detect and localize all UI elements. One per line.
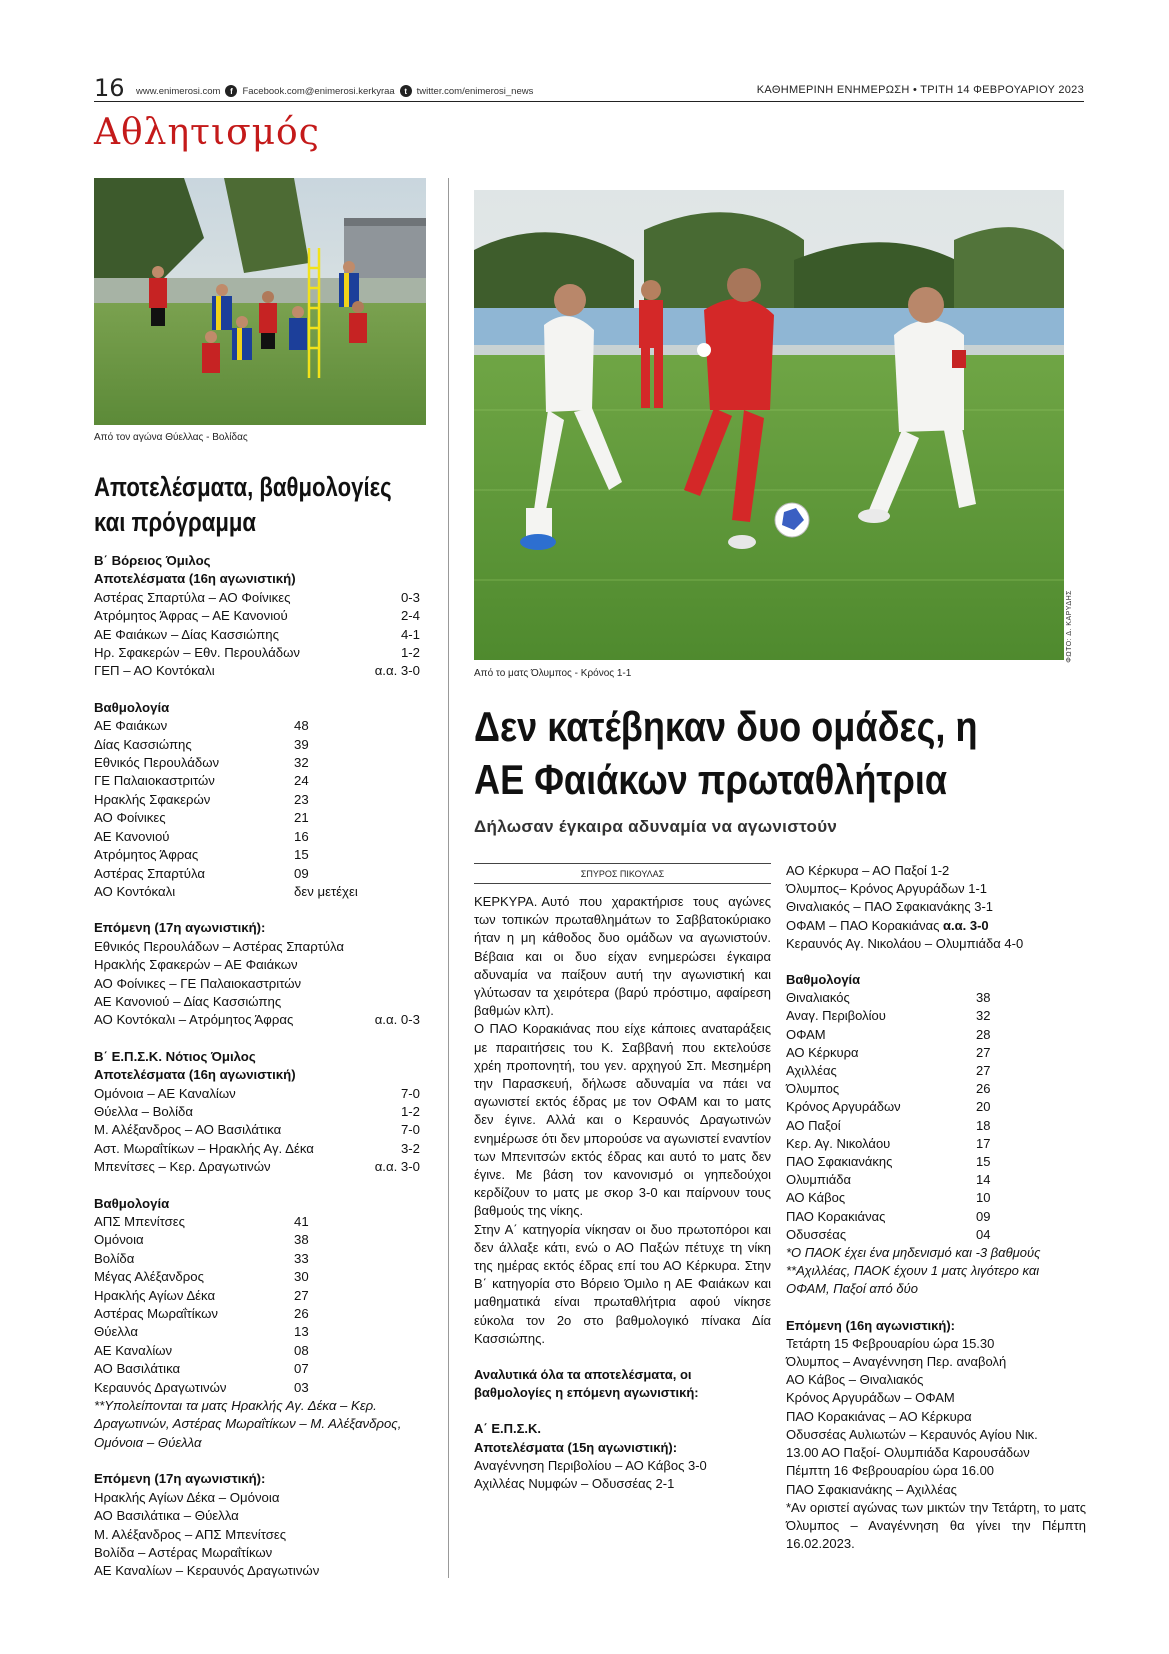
standing-row bbox=[786, 1026, 1086, 1044]
team-points: 15 bbox=[294, 847, 309, 863]
team-name: ΑΕ Κανονιού bbox=[94, 828, 170, 844]
text-line: ΑΟ Κάβος – Θιναλιακός bbox=[786, 1372, 924, 1388]
b-south-results-list bbox=[94, 1085, 420, 1177]
b-south-standings-title: Βαθμολογία bbox=[94, 1195, 170, 1211]
team-points: 10 bbox=[976, 1190, 991, 1206]
team-points: 24 bbox=[294, 773, 309, 789]
match-score: 7-0 bbox=[400, 1122, 420, 1138]
match-score: 2-4 bbox=[400, 608, 420, 624]
b-south-standings-list bbox=[94, 1213, 420, 1397]
b-north-results-list bbox=[94, 589, 420, 681]
team-name: ΟΦΑΜ bbox=[786, 1026, 826, 1042]
result-row bbox=[94, 993, 420, 1011]
standing-row bbox=[94, 1360, 420, 1378]
a-note-2: **Αχιλλέας, ΠΑΟΚ έχουν 1 ματς λιγότερο και ΟΦΑΜ, Παξοί από δύο bbox=[786, 1263, 1040, 1297]
team-name: ΑΟ Παξοί bbox=[786, 1117, 841, 1133]
standing-row bbox=[94, 736, 420, 754]
team-name: Δίας Κασσιώπης bbox=[94, 736, 192, 752]
a-epsk-title: Α΄ Ε.Π.Σ.Κ. bbox=[474, 1421, 542, 1437]
text-line: Όλυμπος– Κρόνος Αργυράδων 1-1 bbox=[786, 881, 988, 897]
team-points: 23 bbox=[294, 791, 309, 807]
article-body bbox=[474, 893, 771, 1493]
left-column bbox=[94, 470, 420, 1599]
b-north-title: Β΄ Βόρειος Όμιλος bbox=[94, 553, 211, 568]
match-text: Εθνικός Περουλάδων – Αστέρας Σπαρτύλα bbox=[94, 938, 345, 954]
b-north-standings-list bbox=[94, 717, 420, 901]
match-score: α.α. 3-0 bbox=[374, 1159, 420, 1175]
standing-row bbox=[786, 1080, 1086, 1098]
standing-row bbox=[94, 846, 420, 864]
standing-row bbox=[94, 809, 420, 827]
result-row bbox=[94, 589, 420, 607]
match-text: ΑΟ Φοίνικες – ΓΕ Παλαιοκαστριτών bbox=[94, 975, 302, 991]
match-text: Ατρόμητος Άφρας – ΑΕ Κανονιού bbox=[94, 608, 288, 624]
team-name: Κεραυνός Δραγωτινών bbox=[94, 1379, 227, 1395]
team-name: Ολυμπιάδα bbox=[786, 1172, 852, 1188]
team-points: 13 bbox=[294, 1324, 309, 1340]
text-line: ΠΑΟ Κορακιάνας – ΑΟ Κέρκυρα bbox=[786, 1408, 972, 1424]
team-points: 09 bbox=[294, 865, 309, 881]
text-line: Αναγέννηση Περιβολίου – ΑΟ Κάβος 3-0 bbox=[474, 1457, 707, 1473]
standing-row bbox=[94, 1323, 420, 1341]
team-name: ΑΟ Κέρκυρα bbox=[786, 1044, 859, 1060]
match-score: α.α. 3-0 bbox=[374, 663, 420, 679]
team-name: Θύελλα bbox=[94, 1324, 138, 1340]
a-result-last: Κεραυνός Αγ. Νικολάου – Ολυμπιάδα 4-0 bbox=[786, 935, 1024, 951]
b-north-standings-block bbox=[94, 699, 420, 901]
result-row bbox=[94, 662, 420, 680]
match-text: Ηρακλής Αγίων Δέκα – Ομόνοια bbox=[94, 1489, 280, 1505]
website-link[interactable]: www.enimerosi.com bbox=[136, 85, 221, 97]
team-points: 08 bbox=[294, 1342, 309, 1358]
result-row bbox=[94, 607, 420, 625]
facebook-link[interactable]: Facebook.com@enimerosi.kerkyraa bbox=[242, 85, 395, 97]
result-row bbox=[94, 956, 420, 974]
match-score: 1-2 bbox=[400, 645, 420, 661]
result-row bbox=[94, 1489, 420, 1507]
team-points: 27 bbox=[976, 1044, 991, 1060]
standing-row bbox=[94, 865, 420, 883]
team-points: 26 bbox=[976, 1081, 991, 1097]
right-column bbox=[786, 862, 1086, 1553]
team-name: ΑΕ Φαιάκων bbox=[94, 718, 168, 734]
match-text: Θύελλα – Βολίδα bbox=[94, 1103, 193, 1119]
team-name: Αστέρας Σπαρτύλα bbox=[94, 865, 205, 881]
standing-row bbox=[94, 1305, 420, 1323]
team-name: Αστέρας Μωραΐτίκων bbox=[94, 1306, 218, 1322]
team-points: 21 bbox=[294, 810, 309, 826]
standing-row bbox=[94, 1250, 420, 1268]
team-points: 14 bbox=[976, 1172, 991, 1188]
team-points: 07 bbox=[294, 1361, 309, 1377]
team-name: Θιναλιακός bbox=[786, 990, 850, 1006]
match-text: ΑΕ Κανονιού – Δίας Κασσιώπης bbox=[94, 993, 282, 1009]
b-north-next-title: Επόμενη (17η αγωνιστική): bbox=[94, 920, 266, 936]
result-row bbox=[94, 1544, 420, 1562]
text-line: Τετάρτη 15 Φεβρουαρίου ώρα 15.30 bbox=[786, 1335, 995, 1351]
team-points: 30 bbox=[294, 1269, 309, 1285]
a-next-title: Επόμενη (16η αγωνιστική): bbox=[786, 1317, 956, 1333]
team-name: Ομόνοια bbox=[94, 1232, 144, 1248]
standing-row bbox=[94, 1287, 420, 1305]
column-divider bbox=[448, 178, 449, 1578]
result-row bbox=[94, 1507, 420, 1525]
team-points: 33 bbox=[294, 1250, 309, 1266]
standing-row bbox=[94, 754, 420, 772]
a-final-note: *Αν οριστεί αγώνας των μικτών την Τετάρτη, το ματς Όλυμπος – Αναγέννηση θα γίνει την Πέμπτη 16.02.2023. bbox=[786, 1499, 1086, 1552]
photo-olympos-kronos bbox=[474, 190, 1064, 660]
standing-row bbox=[786, 989, 1086, 1007]
facebook-icon: f bbox=[225, 85, 237, 97]
standing-row bbox=[786, 1062, 1086, 1080]
b-north-next-block bbox=[94, 919, 420, 1029]
football-photo-main-image bbox=[474, 190, 1064, 660]
match-text: ΑΟ Κοντόκαλι – Ατρόμητος Άφρας bbox=[94, 1012, 294, 1028]
standing-row bbox=[786, 1189, 1086, 1207]
team-points: 26 bbox=[294, 1306, 309, 1322]
article-paragraph-2: Ο ΠΑΟ Κορακιάνας που είχε κάποιες αναταράξεις με παραιτήσεις του Κ. Σαββανή που εκτελούσε χρέη προπονητή, του γεν. αρχηγού Σπ. Μεσημέρη την Παρασκευή, δήλωσε αδυναμία να πάει να αγωνιστεί εκτός έδρας με τον ΟΦΑΜ και το ματς δεν έγινε. Αλλά και ο Κεραυνός Δραγωτινών ενημέρωσε ότι δεν μπορούσε να αγωνιστεί εναντίον των Μπενιτσών εκτός έδρας και αυτό το ματς δεν έγινε. Με βάση τον κανονισμό οι γηπεδούχοι κερδίζουν το ματς με σκορ 3-0 και παίρνουν τους βαθμούς της νίκης. bbox=[474, 1021, 771, 1219]
photo-thyella-volida bbox=[94, 178, 426, 425]
standing-row bbox=[786, 1153, 1086, 1171]
team-points: 27 bbox=[294, 1287, 309, 1303]
text-line: ΠΑΟ Σφακιανάκης – Αχιλλέας bbox=[786, 1481, 957, 1497]
b-south-results-block bbox=[94, 1048, 420, 1177]
result-row bbox=[94, 1103, 420, 1121]
result-row bbox=[94, 1526, 420, 1544]
team-name: ΑΕ Καναλίων bbox=[94, 1342, 173, 1358]
section-title: Αθλητισμός bbox=[94, 112, 320, 153]
team-points: δεν μετέχει bbox=[294, 883, 358, 899]
text-line: Αχιλλέας Νυμφών – Οδυσσέας 2-1 bbox=[474, 1476, 675, 1492]
masthead-date: ΚΑΘΗΜΕΡΙΝΗ ΕΝΗΜΕΡΩΣΗ • ΤΡΙΤΗ 14 ΦΕΒΡΟΥΑΡΙΟΥ 2023 bbox=[756, 84, 1084, 96]
team-name: Όλυμπος bbox=[786, 1081, 840, 1097]
team-points: 32 bbox=[976, 1008, 991, 1024]
team-name: Ηρακλής Σφακερών bbox=[94, 791, 211, 807]
team-name: Ηρακλής Αγίων Δέκα bbox=[94, 1287, 216, 1303]
result-row bbox=[94, 644, 420, 662]
match-text: Μ. Αλέξανδρος – ΑΟ Βασιλάτικα bbox=[94, 1122, 282, 1138]
b-south-title: Β΄ Ε.Π.Σ.Κ. Νότιος Όμιλος bbox=[94, 1048, 256, 1064]
team-name: ΑΟ Φοίνικες bbox=[94, 810, 166, 826]
article-subhead: Δήλωσαν έγκαιρα αδυναμία να αγωνιστούν bbox=[474, 817, 838, 836]
a-result-ofam-score: α.α. 3-0 bbox=[943, 917, 989, 933]
team-name: ΠΑΟ Σφακιανάκης bbox=[786, 1154, 893, 1170]
b-south-next-list bbox=[94, 1489, 420, 1581]
match-text: Ηρακλής Σφακερών – ΑΕ Φαιάκων bbox=[94, 957, 298, 973]
team-points: 17 bbox=[976, 1135, 991, 1151]
match-text: ΓΕΠ – ΑΟ Κοντόκαλι bbox=[94, 663, 215, 679]
a-next-list bbox=[786, 1335, 1086, 1499]
team-points: 48 bbox=[294, 718, 309, 734]
standing-row bbox=[786, 1007, 1086, 1025]
result-row bbox=[94, 1085, 420, 1103]
result-row bbox=[94, 1121, 420, 1139]
article-paragraph-3: Στην Α΄ κατηγορία νίκησαν οι δυο πρωτοπόροι και δεν άλλαξε κάτι, ενώ ο ΑΟ Παξών πέτυχε τη νίκη της ημέρας εκτός έδρας επί του ΑΟ Κέρκυρα. Στην Β΄ κατηγορία στο Βόρειο Όμιλο η ΑΕ Φαιάκων και μαθηματικά είναι πρωταθλήτρια αφού νίκησε εύκολα τον 2ο στο βαθμολογικό πίνακα Δία Κασσιώπης. bbox=[474, 1221, 771, 1346]
article-p1-text: Αυτό που χαρακτήρισε τους αγώνες των τοπικών πρωταθλημάτων το Σαββατοκύριακο ήταν η μη κάθοδος δυο ομάδων να αγωνιστούν. Βέβαια και οι δυο είχαν ενημερώσει έγκαιρα αδυναμία να παίξουν αυτή την αγωνιστική και γλύτωσαν τα χειρότερα (βαρύ πρόστιμο, αφαίρεση βαθμών κλπ). bbox=[474, 894, 771, 1019]
a-results-title: Αποτελέσματα (15η αγωνιστική): bbox=[474, 1439, 678, 1455]
b-south-standings-block bbox=[94, 1195, 420, 1453]
byline-rule-bottom bbox=[474, 883, 771, 884]
team-name: Κερ. Αγ. Νικολάου bbox=[786, 1135, 891, 1151]
standing-row bbox=[94, 1342, 420, 1360]
team-points: 18 bbox=[976, 1117, 991, 1133]
standing-row bbox=[786, 1044, 1086, 1062]
text-line: Κρόνος Αργυράδων – ΟΦΑΜ bbox=[786, 1390, 955, 1406]
a-standings-list bbox=[786, 989, 1086, 1244]
team-name: ΑΟ Βασιλάτικα bbox=[94, 1361, 181, 1377]
results-heading: Αποτελέσματα, βαθμολογίες και πρόγραμμα bbox=[94, 472, 392, 537]
photo-caption-main: Από το ματς Όλυμπος - Κρόνος 1-1 bbox=[474, 668, 632, 679]
text-line: 13.00 ΑΟ Παξοί- Ολυμπιάδα Καρουσάδων bbox=[786, 1445, 1030, 1461]
team-points: 28 bbox=[976, 1026, 991, 1042]
match-text: Μ. Αλέξανδρος – ΑΠΣ Μπενίτσες bbox=[94, 1526, 287, 1542]
photo-caption-left: Από τον αγώνα Θύελλας - Βολίδας bbox=[94, 432, 248, 443]
result-row bbox=[94, 1011, 420, 1029]
standing-row bbox=[94, 1268, 420, 1286]
team-points: 27 bbox=[976, 1063, 991, 1079]
a-result-ofam-match: ΟΦΑΜ – ΠΑΟ Κορακιάνας bbox=[786, 917, 940, 933]
standing-row bbox=[94, 791, 420, 809]
team-name: Αναγ. Περιβολίου bbox=[786, 1008, 886, 1024]
team-name: ΑΟ Κοντόκαλι bbox=[94, 883, 176, 899]
b-north-results-block bbox=[94, 552, 420, 681]
match-score: 4-1 bbox=[400, 626, 420, 642]
team-points: 09 bbox=[976, 1208, 991, 1224]
standing-row bbox=[94, 1231, 420, 1249]
match-score: α.α. 0-3 bbox=[374, 1012, 420, 1028]
standing-row bbox=[94, 772, 420, 790]
article-byline: ΣΠΥΡΟΣ ΠΙΚΟΥΛΑΣ bbox=[580, 869, 665, 879]
b-north-next-list bbox=[94, 938, 420, 1030]
b-north-results-title: Αποτελέσματα (16η αγωνιστική) bbox=[94, 571, 296, 587]
team-name: ΠΑΟ Κορακιάνας bbox=[786, 1208, 886, 1224]
match-score: 7-0 bbox=[400, 1085, 420, 1101]
match-text: Αστ. Μωραΐτίκων – Ηρακλής Αγ. Δέκα bbox=[94, 1140, 314, 1156]
page-number: 16 bbox=[94, 74, 125, 102]
team-name: Αχιλλέας bbox=[786, 1063, 837, 1079]
byline-rule-top bbox=[474, 863, 771, 864]
twitter-link[interactable]: twitter.com/enimerosi_news bbox=[416, 85, 534, 97]
result-row bbox=[94, 626, 420, 644]
team-name: ΑΠΣ Μπενίτσες bbox=[94, 1214, 186, 1229]
team-points: 39 bbox=[294, 736, 309, 752]
match-text: Μπενίτσες – Κερ. Δραγωτινών bbox=[94, 1159, 271, 1175]
b-south-results-title: Αποτελέσματα (16η αγωνιστική) bbox=[94, 1067, 296, 1083]
match-text: Ηρ. Σφακερών – Εθν. Περουλάδων bbox=[94, 645, 300, 661]
a-results-mid-list bbox=[474, 1457, 771, 1493]
text-line: Οδυσσέας Αυλιωτών – Κεραυνός Αγίου Νικ. bbox=[786, 1426, 1038, 1442]
dateline: ΚΕΡΚΥΡΑ. bbox=[474, 894, 538, 909]
a-standings-title: Βαθμολογία bbox=[786, 972, 861, 988]
standing-row bbox=[94, 717, 420, 735]
team-points: 15 bbox=[976, 1154, 991, 1170]
result-row bbox=[94, 1140, 420, 1158]
team-points: 38 bbox=[976, 990, 991, 1006]
team-points: 16 bbox=[294, 828, 309, 844]
team-points: 41 bbox=[294, 1214, 309, 1229]
match-text: Ομόνοια – ΑΕ Καναλίων bbox=[94, 1085, 236, 1101]
standing-row bbox=[94, 1379, 420, 1397]
team-name: Μέγας Αλέξανδρος bbox=[94, 1269, 204, 1285]
result-row bbox=[94, 975, 420, 993]
team-name: Ατρόμητος Άφρας bbox=[94, 847, 199, 863]
match-score: 1-2 bbox=[400, 1103, 420, 1119]
standing-row bbox=[786, 1135, 1086, 1153]
a-results-cont-list bbox=[786, 862, 1086, 917]
team-points: 32 bbox=[294, 755, 309, 771]
standing-row bbox=[94, 828, 420, 846]
team-points: 38 bbox=[294, 1232, 309, 1248]
match-score: 3-2 bbox=[400, 1140, 420, 1156]
b-south-note: **Υπολείπονται τα ματς Ηρακλής Αγ. Δέκα – Κερ. Δραγωτινών, Αστέρας Μωραΐτίκων – Μ. Αλέξανδρος, Ομόνοια – Θύελλα bbox=[94, 1398, 402, 1450]
standing-row bbox=[786, 1117, 1086, 1135]
match-text: Βολίδα – Αστέρας Μωραΐτίκων bbox=[94, 1544, 273, 1560]
standing-row bbox=[94, 1213, 420, 1231]
team-points: 20 bbox=[976, 1099, 991, 1115]
team-name: Βολίδα bbox=[94, 1250, 135, 1266]
match-text: ΑΟ Βασιλάτικα – Θύελλα bbox=[94, 1508, 239, 1524]
team-points: 04 bbox=[976, 1226, 991, 1242]
standing-row bbox=[786, 1098, 1086, 1116]
result-row bbox=[94, 1562, 420, 1580]
standing-row bbox=[786, 1208, 1086, 1226]
b-south-next-title: Επόμενη (17η αγωνιστική): bbox=[94, 1471, 266, 1487]
match-text: ΑΕ Φαιάκων – Δίας Κασσιώπης bbox=[94, 626, 279, 642]
article-lead-all: Αναλυτικά όλα τα αποτελέσματα, οι βαθμολογίες η επόμενη αγωνιστική: bbox=[474, 1367, 699, 1401]
b-south-next-block bbox=[94, 1470, 420, 1580]
standing-row bbox=[786, 1226, 1086, 1244]
team-name: ΑΟ Κάβος bbox=[786, 1190, 846, 1206]
a-result-ofam bbox=[786, 917, 1086, 935]
standing-row bbox=[786, 1171, 1086, 1189]
team-name: Εθνικός Περουλάδων bbox=[94, 755, 220, 771]
match-text: ΑΕ Καναλίων – Κεραυνός Δραγωτινών bbox=[94, 1563, 320, 1579]
text-line: ΑΟ Κέρκυρα – ΑΟ Παξοί 1-2 bbox=[786, 863, 950, 878]
standing-row bbox=[94, 883, 420, 901]
header-links bbox=[136, 85, 533, 97]
result-row bbox=[94, 938, 420, 956]
b-north-standings-title: Βαθμολογία bbox=[94, 699, 170, 715]
photo-credit: ΦΩΤΟ: Δ. ΚΑΡΥΔΗΣ bbox=[1066, 590, 1073, 663]
text-line: Θιναλιακός – ΠΑΟ Σφακιανάκης 3-1 bbox=[786, 899, 994, 915]
article-paragraph-1 bbox=[474, 893, 771, 1020]
a-note-1: *Ο ΠΑΟΚ έχει ένα μηδενισμό και -3 βαθμούς bbox=[786, 1245, 1041, 1261]
text-line: Πέμπτη 16 Φεβρουαρίου ώρα 16.00 bbox=[786, 1463, 995, 1479]
page-header bbox=[94, 74, 1084, 102]
text-line: Όλυμπος – Αναγέννηση Περ. αναβολή bbox=[786, 1354, 1007, 1370]
football-photo-image bbox=[94, 178, 426, 425]
twitter-icon: t bbox=[400, 85, 412, 97]
article-headline: Δεν κατέβηκαν δυο ομάδες, η ΑΕ Φαιάκων πρωταθλήτρια bbox=[474, 703, 978, 803]
team-points: 03 bbox=[294, 1379, 309, 1395]
result-row bbox=[94, 1158, 420, 1176]
match-text: Αστέρας Σπαρτύλα – ΑΟ Φοίνικες bbox=[94, 589, 291, 605]
team-name: ΓΕ Παλαιοκαστριτών bbox=[94, 773, 215, 789]
team-name: Οδυσσέας bbox=[786, 1226, 847, 1242]
team-name: Κρόνος Αργυράδων bbox=[786, 1099, 901, 1115]
match-score: 0-3 bbox=[400, 589, 420, 605]
